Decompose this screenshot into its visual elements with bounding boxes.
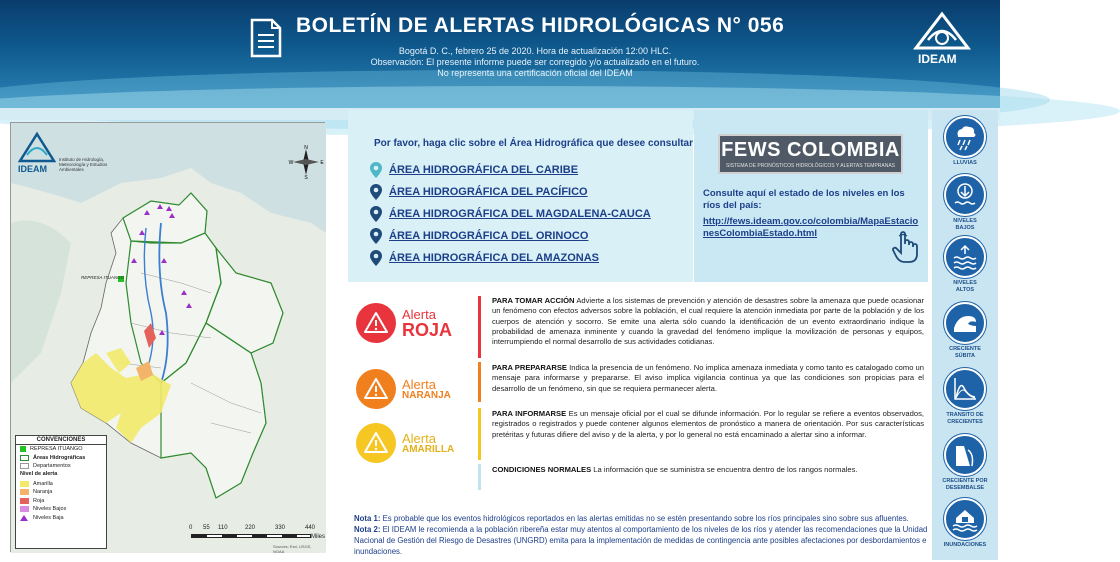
- scale-tick: 220: [245, 525, 256, 531]
- page-title: BOLETÍN DE ALERTAS HIDROLÓGICAS N° 056: [296, 14, 785, 37]
- alert-roja-card: [356, 298, 462, 348]
- sidebar-label: NIVELES BAJOS: [953, 218, 977, 231]
- warning-icon: [363, 310, 389, 336]
- legend-label: Niveles Baja: [33, 514, 64, 521]
- area-link-pacifico[interactable]: [370, 184, 588, 200]
- legend-label: Niveles Bajos: [33, 506, 67, 513]
- normales-text: La información que se suministra se encuentra dentro de los rangos normales.: [591, 465, 858, 474]
- scale-tick: 110: [218, 525, 228, 531]
- niveles-bajos-swatch: [20, 506, 29, 512]
- informarse-text: Es un mensaje oficial por el cual se difunde información. Por lo regular se refiere a eventos observados, registrados o registrados y puede contener algunos elementos de pronóstico a manera de orientación. Por sus características pretéritas y futuras difiere del aviso y de la alerta, y por lo general no está encaminado a alertar sino a informar.: [492, 409, 924, 439]
- legend-title: CONVENCIONES: [16, 436, 106, 445]
- prepararse-title: PARA PREPARARSE: [492, 363, 567, 372]
- area-link-text[interactable]: ÁREA HIDROGRÁFICA DEL AMAZONAS: [389, 252, 600, 264]
- note-label: Nota 2:: [354, 525, 381, 534]
- location-pin-icon: [370, 184, 382, 200]
- accion-text: Advierte a los sistemas de prevención y atención de desastres sobre la amenaza que puede ocasionar un fenómeno con efectos adversos sobre la población, el cual requiere la atención inmediata por parte de la población y de los cuerpos de atención y socorro. Se emite una alerta sólo cuando la identificación de un evento extraordinario indique la probabilidad de amenaza inminente y cuando la gravedad del fenómeno implique la movilización de personas y equipos, interrumpiendo el normal desarrollo de sus actividades cotidianas.: [492, 296, 925, 347]
- area-link-magdalena-cauca[interactable]: [370, 206, 651, 222]
- sidebar-item-transito-crecientes[interactable]: [932, 368, 998, 425]
- informarse-description: [492, 409, 924, 440]
- ideam-logo-text: IDEAM: [918, 52, 957, 66]
- roja-swatch: [20, 498, 29, 504]
- scale-tick: 440: [305, 525, 316, 531]
- areas-swatch: [20, 455, 29, 461]
- accion-description: [492, 296, 924, 347]
- sidebar-button[interactable]: [944, 498, 986, 540]
- departamentos-swatch: [20, 463, 29, 469]
- alert-amarilla-badge: [356, 423, 396, 463]
- area-link-text[interactable]: ÁREA HIDROGRÁFICA DEL PACÍFICO: [389, 186, 588, 198]
- alert-level: AMARILLA: [402, 443, 455, 455]
- sidebar-button[interactable]: [944, 174, 986, 216]
- sidebar-item-niveles-altos[interactable]: [932, 236, 998, 293]
- fews-panel: [694, 110, 928, 282]
- area-link-text[interactable]: ÁREA HIDROGRÁFICA DEL CARIBE: [389, 164, 579, 176]
- area-link-amazonas[interactable]: [370, 250, 599, 266]
- triangle-icon: [20, 515, 28, 521]
- warning-icon: [363, 376, 389, 402]
- scale-bar-graphic: [191, 534, 311, 538]
- location-pin-icon: [370, 228, 382, 244]
- normal-indicator-bar: [478, 464, 481, 490]
- alert-word: Alerta: [402, 306, 436, 322]
- sidebar-button[interactable]: [944, 236, 986, 278]
- legend-item: [16, 445, 106, 454]
- flooding-icon: [950, 504, 980, 534]
- alert-map[interactable]: [10, 122, 325, 552]
- note-text: Es probable que los eventos hidrológicos reportados en las alertas emitidas no se estén presentando sobre los ríos principales sino sobre sus afluentes.: [380, 514, 909, 523]
- north-arrow-icon: [289, 145, 323, 179]
- area-link-caribe[interactable]: [370, 162, 578, 178]
- area-link-text[interactable]: ÁREA HIDROGRÁFICA DEL MAGDALENA-CAUCA: [389, 208, 651, 220]
- fews-banner[interactable]: [718, 134, 903, 174]
- map-institute-name: Instituto de Hidrología, Meteorología y Estudios Ambientales: [59, 157, 108, 172]
- warning-icon: [363, 430, 389, 456]
- alert-type-sidebar: [932, 110, 998, 560]
- flood-transit-icon: [950, 374, 980, 404]
- sidebar-label: LLUVIAS: [953, 160, 977, 166]
- location-pin-icon: [370, 162, 382, 178]
- areas-prompt: Por favor, haga clic sobre el Área Hidrográfica que desee consultar: [374, 138, 694, 149]
- sidebar-button[interactable]: [944, 368, 986, 410]
- naranja-indicator-bar: [478, 362, 481, 402]
- legend-label: Departamentos: [33, 463, 71, 470]
- fews-subtitle: SISTEMA DE PRONÓSTICOS HIDROLÓGICOS Y ALERTAS TEMPRANAS: [725, 163, 896, 169]
- sidebar-button[interactable]: [944, 116, 986, 158]
- scale-tick: 0: [189, 525, 193, 531]
- map-source: Sources: Esri, USGS, NOAA: [273, 544, 312, 554]
- legend-item: [16, 505, 106, 514]
- compass-west: W: [288, 160, 294, 166]
- prepararse-description: [492, 363, 924, 394]
- area-link-orinoco[interactable]: [370, 228, 588, 244]
- legend-item: [16, 480, 106, 489]
- certification-note: No representa una certificación oficial del IDEAM: [437, 68, 633, 78]
- sidebar-label: NIVELES ALTOS: [953, 280, 977, 293]
- fews-consult-text: Consulte aquí el estado de los niveles en los ríos del país:: [703, 188, 905, 211]
- amarilla-indicator-bar: [478, 408, 481, 460]
- compass-east: E: [320, 160, 324, 166]
- legend-item: [16, 514, 106, 523]
- normales-description: [492, 465, 924, 475]
- sidebar-item-inundaciones[interactable]: [932, 498, 998, 549]
- sidebar-item-lluvias[interactable]: [932, 116, 998, 167]
- area-link-text[interactable]: ÁREA HIDROGRÁFICA DEL ORINOCO: [389, 230, 589, 242]
- map-scale-bar: [183, 525, 326, 554]
- normales-title: CONDICIONES NORMALES: [492, 465, 592, 474]
- alert-word: Alerta: [402, 430, 436, 446]
- fews-title: FEWS COLOMBIA: [721, 139, 900, 161]
- header-banner: [0, 0, 1000, 108]
- sidebar-button[interactable]: [944, 302, 986, 344]
- informarse-title: PARA INFORMARSE: [492, 409, 567, 418]
- ideam-map-logo-icon: [17, 131, 57, 167]
- alert-amarilla-card: [356, 418, 462, 468]
- hydrographic-areas-panel: [348, 110, 693, 282]
- represa-label: REPRESA ITUANGO: [81, 275, 125, 280]
- compass-south: S: [304, 175, 308, 181]
- amarilla-swatch: [20, 481, 29, 487]
- sidebar-item-niveles-bajos[interactable]: [932, 174, 998, 231]
- legend-label: Roja: [33, 497, 45, 504]
- sidebar-label: CRECIENTE SÚBITA: [949, 346, 981, 359]
- naranja-swatch: [20, 489, 29, 495]
- sidebar-button[interactable]: [944, 434, 986, 476]
- dam-release-icon: [950, 440, 980, 470]
- sidebar-label: INUNDACIONES: [943, 542, 987, 548]
- pointer-hand-icon: [891, 230, 919, 264]
- alert-roja-badge: [356, 303, 396, 343]
- scale-tick: 330: [275, 525, 286, 531]
- footer-notes: [354, 513, 929, 557]
- low-levels-icon: [950, 180, 980, 210]
- legend-item: [16, 488, 106, 497]
- accion-title: PARA TOMAR ACCIÓN: [492, 296, 575, 305]
- legend-subheader: Nivel de alerta: [20, 470, 58, 477]
- compass-north: N: [304, 145, 308, 151]
- legend-label: Amarilla: [33, 480, 53, 487]
- map-legend: [15, 435, 107, 549]
- alert-word: Alerta: [402, 376, 436, 392]
- note-text: El IDEAM le recomienda a la población ribereña estar muy atentos al comportamiento de los niveles de los ríos y atender las recomendaciones que la Unidad Nacional de Gestión del Riesgo de Desastres (UNGRD) emita para la implementación de medidas de contingencia ante posibles afectaciones por desbordamientos e inundaciones.: [354, 525, 928, 556]
- alert-naranja-badge: [356, 369, 396, 409]
- update-date: Bogotá D. C., febrero 25 de 2020. Hora de actualización 12:00 HLC.: [398, 46, 672, 56]
- sidebar-label: CRECIENTE POR DESEMBALSE: [942, 478, 988, 491]
- legend-label: Áreas Hidrográficas: [33, 454, 86, 461]
- location-pin-icon: [370, 250, 382, 266]
- legend-label: REPRESA ITUANGO: [30, 446, 83, 453]
- scale-unit: Miles: [311, 534, 326, 540]
- sidebar-label: TRANSITO DE CRECIENTES: [946, 412, 984, 425]
- legend-item: [16, 462, 106, 471]
- flash-flood-icon: [950, 308, 980, 338]
- legend-item: [16, 497, 106, 506]
- note-label: Nota 1:: [354, 514, 381, 523]
- roja-indicator-bar: [478, 296, 481, 358]
- high-levels-icon: [950, 242, 980, 272]
- map-logo-text: IDEAM: [18, 164, 47, 174]
- fews-link[interactable]: http://fews.ideam.gov.co/colombia/MapaEstacionesColombiaEstado.html: [703, 216, 919, 239]
- note-1: [354, 513, 929, 524]
- legend-item: [16, 454, 106, 463]
- location-pin-icon: [370, 206, 382, 222]
- alert-naranja-card: [356, 364, 462, 414]
- prepararse-text: Indica la presencia de un fenómeno. No implica amenaza inmediata y como tanto es catalogado como un mensaje para informarse y prepararse. El aviso implica vigilancia continua ya que las condiciones son propicias para el desarrollo de un fenómeno, sin que se requiera permanecer alerta.: [492, 363, 924, 393]
- alert-level: NARANJA: [402, 389, 451, 401]
- alert-level: ROJA: [402, 319, 453, 340]
- observation-note: Observación: El presente informe puede ser corregido y/o actualizado en el futuro.: [370, 57, 700, 67]
- scale-tick: 55: [203, 525, 210, 531]
- rain-icon: [950, 122, 980, 152]
- note-2: [354, 524, 929, 557]
- represa-swatch: [20, 446, 26, 452]
- sidebar-item-creciente-subita[interactable]: [932, 302, 998, 359]
- sidebar-item-creciente-desembalse[interactable]: [932, 434, 998, 491]
- legend-label: Naranja: [33, 489, 53, 496]
